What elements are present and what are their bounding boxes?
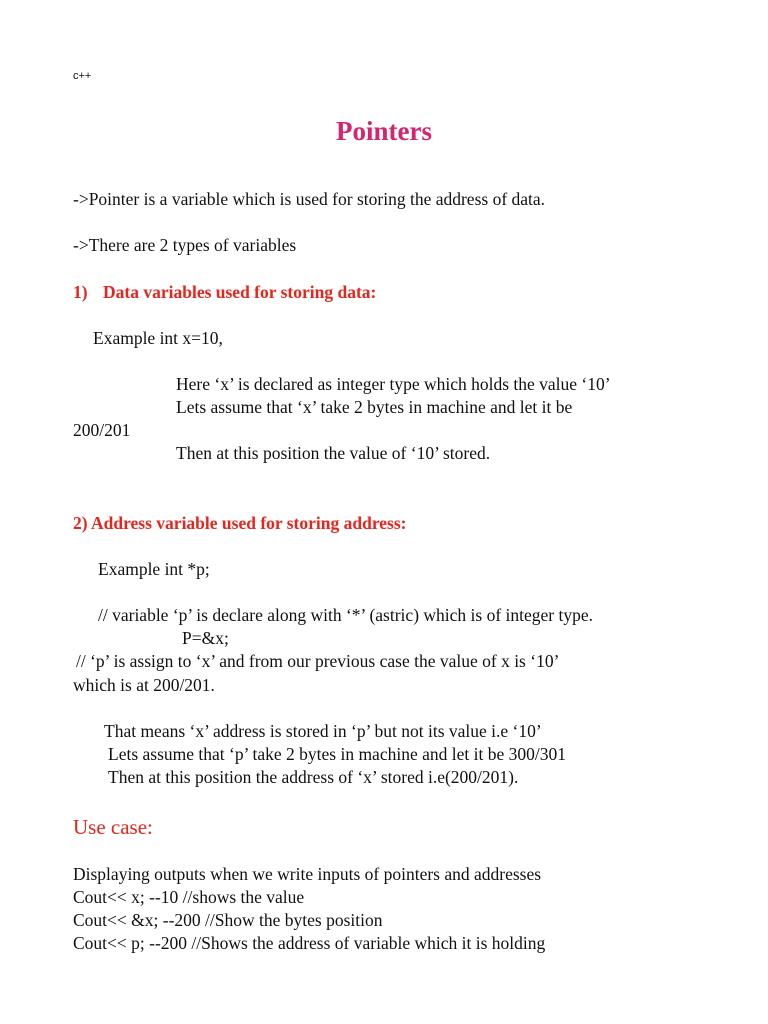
section1-example: Example int x=10, — [93, 328, 223, 348]
use-case-line: Cout<< p; --200 //Shows the address of variable which it is holding — [73, 933, 546, 953]
intro-line-types: ->There are 2 types of variables — [73, 235, 297, 255]
section2-line: which is at 200/201. — [73, 675, 215, 695]
section2-line: // ‘p’ is assign to ‘x’ and from our previous case the value of x is ‘10’ — [76, 651, 560, 671]
use-case-line: Cout<< &x; --200 //Show the bytes position — [73, 910, 383, 930]
page-title: Pointers — [336, 116, 432, 146]
section2-heading: 2) Address variable used for storing address: — [73, 513, 407, 533]
section2-line: Lets assume that ‘p’ take 2 bytes in machine and let it be 300/301 — [108, 744, 566, 764]
section1-number: 1) — [73, 282, 88, 302]
section1-line: Lets assume that ‘x’ take 2 bytes in machine and let it be — [176, 397, 573, 417]
section2-line: That means ‘x’ address is stored in ‘p’ but not its value i.e ‘10’ — [104, 721, 542, 741]
use-case-heading: Use case: — [73, 815, 153, 839]
use-case-line: Displaying outputs when we write inputs of pointers and addresses — [73, 864, 542, 884]
language-tag: c++ — [73, 70, 92, 82]
section2-line: Then at this position the address of ‘x’ stored i.e(200/201). — [108, 767, 519, 787]
section1-line: Here ‘x’ is declared as integer type which holds the value ‘10’ — [176, 374, 611, 394]
section2-example: Example int *p; — [98, 559, 210, 579]
section1-line: Then at this position the value of ‘10’ stored. — [176, 443, 491, 463]
section2-line: // variable ‘p’ is declare along with ‘*’ (astric) which is of integer type. — [98, 605, 593, 625]
intro-line-definition: ->Pointer is a variable which is used for storing the address of data. — [73, 189, 546, 209]
section2-line: P=&x; — [182, 628, 229, 648]
section1-heading: Data variables used for storing data: — [103, 282, 377, 302]
use-case-line: Cout<< x; --10 //shows the value — [73, 887, 305, 907]
section1-line: 200/201 — [73, 420, 131, 440]
